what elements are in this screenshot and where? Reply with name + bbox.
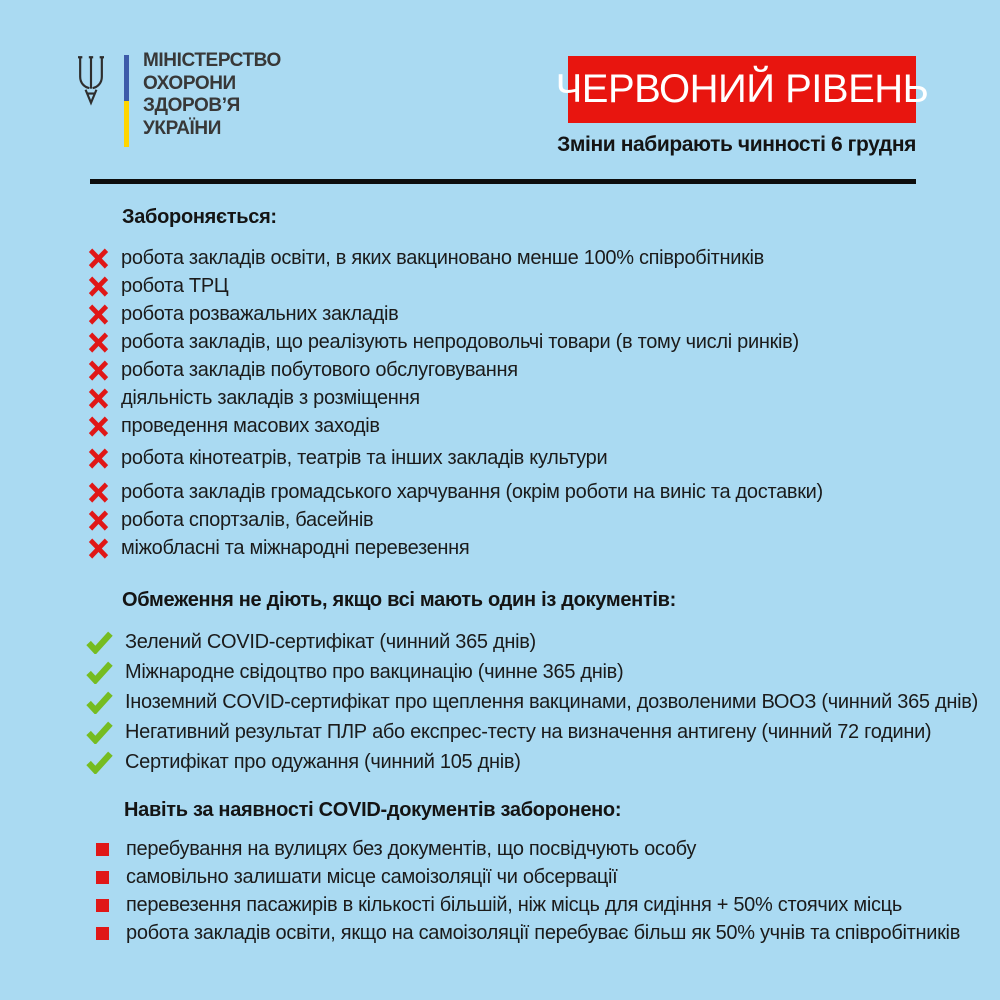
even-with-docs-item-text: перебування на вулицях без документів, що посвідчують особу — [126, 837, 697, 860]
even-with-docs-item-text: перевезення пасажирів в кількості більшій, ніж місць для сидіння + 50% стоячих місць — [126, 893, 902, 916]
ukraine-trident-icon — [74, 54, 108, 106]
prohibited-item — [88, 272, 978, 300]
x-icon — [88, 275, 109, 298]
prohibited-item — [88, 244, 978, 272]
check-icon — [86, 631, 113, 654]
prohibited-item-text: міжобласні та міжнародні перевезення — [121, 536, 470, 559]
prohibited-item — [88, 478, 978, 506]
document-item — [86, 747, 976, 777]
square-icon — [96, 843, 109, 856]
document-item — [86, 717, 976, 747]
even-with-docs-item — [88, 891, 978, 919]
prohibited-item-text: робота ТРЦ — [121, 274, 229, 297]
prohibited-item-text: діяльність закладів з розміщення — [121, 386, 420, 409]
x-icon — [88, 415, 109, 438]
header-divider — [90, 179, 916, 184]
prohibited-item-text: робота закладів громадського харчування (окрім роботи на виніс та доставки) — [121, 480, 823, 503]
ministry-name — [143, 50, 281, 147]
x-icon — [88, 481, 109, 504]
document-item-text: Міжнародне свідоцтво про вакцинацію (чинне 365 днів) — [125, 660, 624, 683]
section-prohibited — [88, 206, 978, 562]
prohibited-item — [88, 384, 978, 412]
x-icon — [88, 331, 109, 354]
even-with-docs-item-text: робота закладів освіти, якщо на самоізоляції перебуває більш як 50% учнів та співробітників — [126, 921, 961, 944]
check-icon — [86, 751, 113, 774]
square-icon — [96, 927, 109, 940]
document-item-text: Сертифікат про одужання (чинний 105 днів) — [125, 750, 521, 773]
x-icon — [88, 303, 109, 326]
prohibited-item — [88, 444, 978, 472]
document-item-text: Іноземний COVID-сертифікат про щеплення вакцинами, дозволеними ВООЗ (чинний 365 днів) — [125, 690, 978, 713]
document-item — [86, 657, 976, 687]
square-icon — [96, 899, 109, 912]
document-item-text: Зелений COVID-сертифікат (чинний 365 днів) — [125, 630, 536, 653]
prohibited-item-text: проведення масових заходів — [121, 414, 380, 437]
x-icon — [88, 359, 109, 382]
prohibited-item — [88, 300, 978, 328]
check-icon — [86, 691, 113, 714]
prohibited-item — [88, 328, 978, 356]
document-item — [86, 687, 976, 717]
section-prohibited-even-with-docs — [88, 799, 978, 947]
ministry-name-line: ОХОРОНИ — [143, 72, 236, 94]
prohibited-item-text: робота спортзалів, басейнів — [121, 508, 374, 531]
check-icon — [86, 661, 113, 684]
square-icon — [96, 871, 109, 884]
prohibited-item — [88, 534, 978, 562]
prohibited-item — [88, 412, 978, 440]
section-prohibited-heading: Забороняється: — [122, 206, 277, 228]
x-icon — [88, 387, 109, 410]
even-with-docs-item — [88, 863, 978, 891]
section-allowed-documents — [86, 589, 976, 777]
even-with-docs-item — [88, 919, 978, 947]
section-even-heading: Навіть за наявності COVID-документів заборонено: — [124, 799, 622, 821]
document-item — [86, 627, 976, 657]
ministry-logo — [74, 50, 281, 147]
prohibited-item — [88, 356, 978, 384]
x-icon — [88, 537, 109, 560]
prohibited-item-text: робота закладів освіти, в яких вакциновано менше 100% співробітників — [121, 246, 764, 269]
section-documents-heading: Обмеження не діють, якщо всі мають один із документів: — [122, 589, 677, 611]
check-icon — [86, 721, 113, 744]
prohibited-item-text: робота розважальних закладів — [121, 302, 399, 325]
prohibited-item-text: робота закладів побутового обслуговування — [121, 358, 518, 381]
x-icon — [88, 509, 109, 532]
even-with-docs-item-text: самовільно залишати місце самоізоляції чи обсервації — [126, 865, 618, 888]
x-icon — [88, 247, 109, 270]
x-icon — [88, 447, 109, 470]
even-with-docs-item — [88, 835, 978, 863]
effective-date-note: Зміни набирають чинності 6 грудня — [557, 133, 916, 156]
ministry-name-line: МІНІСТЕРСТВО — [143, 50, 281, 71]
prohibited-item-text: робота кінотеатрів, театрів та інших закладів культури — [121, 446, 608, 469]
ministry-name-line: ЗДОРОВ’Я — [143, 95, 240, 116]
level-banner: ЧЕРВОНИЙ РІВЕНЬ — [568, 56, 916, 123]
ministry-name-line: УКРАЇНИ — [143, 117, 221, 139]
document-item-text: Негативний результат ПЛР або експрес-тесту на визначення антигену (чинний 72 години) — [125, 720, 932, 743]
prohibited-item-text: робота закладів, що реалізують непродовольчі товари (в тому числі ринків) — [121, 330, 799, 353]
prohibited-item — [88, 506, 978, 534]
flag-bar — [124, 55, 129, 147]
